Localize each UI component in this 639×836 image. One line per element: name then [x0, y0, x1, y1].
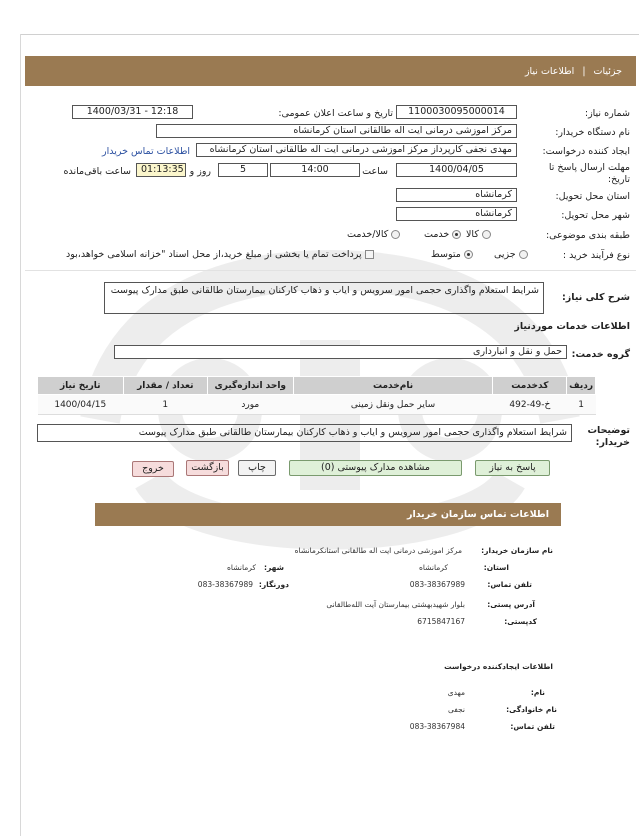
contact-address-value: بلوار شهیدبهشتی بیمارستان آیت الله‌طالقانی: [326, 600, 465, 609]
province-field: کرمانشاه: [396, 188, 517, 202]
radio-icon[interactable]: [482, 230, 491, 239]
contact-city-label: شهر:: [264, 563, 284, 572]
table-row[interactable]: [38, 395, 596, 415]
checkbox-icon[interactable]: [365, 250, 374, 259]
deadline-time-field: 14:00: [270, 163, 360, 177]
need-number-label: شماره نیاز:: [584, 108, 630, 119]
service-group-field: حمل و نقل و انبارداری: [114, 345, 567, 359]
days-label: روز و: [189, 166, 211, 177]
deadline-date-field: 1400/04/05: [396, 163, 517, 177]
creator-name-value: مهدی: [447, 688, 465, 697]
radio-icon[interactable]: [391, 230, 400, 239]
buyer-notes-field: شرایط استعلام واگذاری حجمی امور سرویس و ایاب و ذهاب کارکنان بیمارستان طالقانی طبق مدارک پیوست: [37, 424, 572, 442]
contact-postal-label: کدپستی:: [504, 617, 537, 626]
services-section-title: اطلاعات خدمات مورد‌نیاز: [514, 321, 630, 332]
process-option-medium[interactable]: متوسط: [431, 249, 473, 260]
buyer-contact-link[interactable]: اطلاعات تماس خریدار: [102, 146, 191, 157]
breadcrumb-separator: |: [582, 65, 586, 77]
category-label: طبقه بندی موضوعی:: [545, 230, 630, 241]
cell-service-name: سایر حمل ونقل زمینی: [293, 395, 493, 415]
reply-button[interactable]: پاسخ به نیاز: [475, 460, 550, 476]
contact-province-value: کرمانشاه: [418, 563, 448, 572]
buyer-org-label: نام دستگاه خریدار:: [555, 127, 630, 138]
contact-city-value: کرمانشاه: [226, 563, 256, 572]
cell-service-code: خ-49-492: [493, 395, 567, 415]
col-quantity: تعداد / مقدار: [123, 377, 207, 395]
contact-org-label: نام سازمان خریدار:: [481, 546, 553, 555]
services-table: [37, 376, 596, 415]
radio-selected-icon[interactable]: [452, 230, 461, 239]
description-field: شرایط استعلام واگذاری حجمی امور سرویس و ایاب و ذهاب کارکنان بیمارستان طالقانی طبق مدارک پیوست: [104, 282, 544, 314]
frame-left-border: [20, 34, 21, 836]
city-label: شهر محل تحویل:: [561, 210, 630, 221]
frame-top-border: [20, 34, 639, 35]
print-button[interactable]: چاپ: [238, 460, 276, 476]
section-divider: [25, 270, 636, 271]
cell-quantity: 1: [123, 395, 207, 415]
deadline-time-label: ساعت: [362, 166, 388, 177]
announce-date-label: تاریخ و ساعت اعلان عمومی:: [278, 108, 393, 119]
col-need-date: تاریخ نیاز: [38, 377, 124, 395]
city-field: کرمانشاه: [396, 207, 517, 221]
breadcrumb-need-info[interactable]: اطلاعات نیاز: [524, 65, 575, 77]
creator-phone-value: 083-38367984: [409, 722, 465, 731]
announce-date-field: 1400/03/31 - 12:18: [72, 105, 193, 119]
province-label: استان محل تحویل:: [555, 191, 630, 202]
back-button[interactable]: بازگشت: [186, 460, 229, 476]
remaining-days-field: 5: [218, 163, 268, 177]
creator-section-title: اطلاعات ایجادکننده درخواست: [444, 662, 553, 671]
cell-need-date: 1400/04/15: [38, 395, 124, 415]
col-service-name: نام‌خدمت: [293, 377, 493, 395]
contact-address-label: آدرس پستی:: [487, 600, 535, 609]
contact-phone-label: تلفن تماس:: [487, 580, 532, 589]
process-option-minor[interactable]: جزیی: [494, 249, 528, 260]
description-label: شرح کلی نیاز:: [561, 292, 630, 303]
col-row: ردیف: [567, 377, 596, 395]
creator-family-label: نام خانوادگی:: [506, 705, 557, 714]
contact-province-label: استان:: [483, 563, 509, 572]
contact-phone-value: 083-38367989: [409, 580, 465, 589]
contact-org-value: مرکز اموزشی درمانی ایت اله طالقانی استانکرمانشاه: [294, 546, 462, 555]
contact-section-header: اطلاعات تماس سازمان خریدار: [95, 503, 561, 526]
page-header-bar: [25, 56, 636, 86]
breadcrumb-details[interactable]: جزئیات: [593, 65, 622, 77]
requester-field: مهدی نجفی کارپرداز مرکز اموزشی درمانی ایت اله طالقانی استان کرمانشاه: [196, 143, 517, 157]
category-option-service[interactable]: خدمت: [424, 229, 461, 240]
need-number-field: 1100030095000014: [396, 105, 517, 119]
creator-name-label: نام:: [530, 688, 545, 697]
remaining-time-label: ساعت باقی‌مانده: [63, 166, 131, 177]
service-group-label: گروه خدمت:: [571, 349, 630, 360]
creator-phone-label: تلفن تماس:: [510, 722, 555, 731]
category-option-goods[interactable]: کالا: [466, 229, 491, 240]
exit-button[interactable]: خروج: [132, 461, 174, 477]
contact-fax-label: دورنگار:: [258, 580, 289, 589]
col-unit: واحد اندازه‌گیری: [208, 377, 294, 395]
treasury-payment-option[interactable]: پرداخت تمام یا بخشی از مبلغ خرید،از محل اسناد "خزانه اسلامی خواهد،بود: [66, 249, 374, 260]
cell-unit: مورد: [208, 395, 294, 415]
radio-icon[interactable]: [519, 250, 528, 259]
contact-postal-value: 6715847167: [417, 617, 465, 626]
remaining-time-field: 01:13:35: [136, 163, 186, 177]
view-documents-button[interactable]: مشاهده مدارک پیوستی (0): [289, 460, 462, 476]
category-option-goods-service[interactable]: کالا/خدمت: [347, 229, 400, 240]
buyer-notes-label: توضیحات خریدار:: [587, 425, 630, 448]
process-type-label: نوع فرآیند خرید :: [562, 250, 630, 261]
radio-selected-icon[interactable]: [464, 250, 473, 259]
col-service-code: کدخدمت: [493, 377, 567, 395]
deadline-label: مهلت ارسال پاسخ تا تاریخ:: [548, 162, 630, 185]
buyer-org-field: مرکز اموزشی درمانی ایت اله طالقانی استان کرمانشاه: [156, 124, 517, 138]
table-header-row: [38, 377, 596, 395]
cell-row: 1: [567, 395, 596, 415]
contact-fax-value: 083-38367989: [197, 580, 253, 589]
creator-family-value: نجفی: [448, 705, 465, 714]
requester-label: ایجاد کننده درخواست:: [542, 146, 630, 157]
